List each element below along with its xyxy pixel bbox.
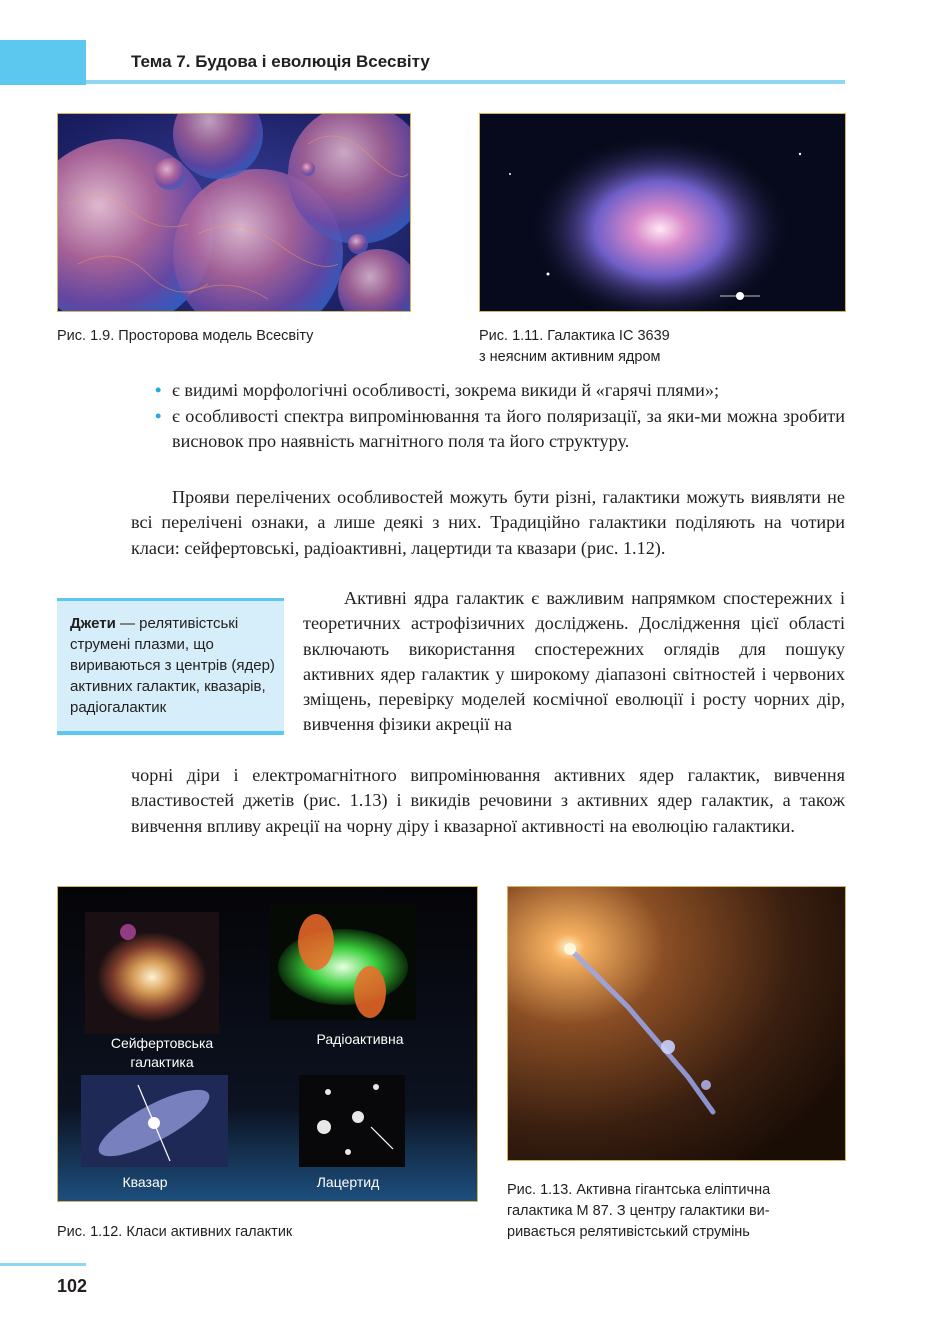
- figure-1-13-caption-line1: Рис. 1.13. Активна гігантська еліптична: [507, 1182, 771, 1198]
- figure-1-9-caption: Рис. 1.9. Просторова модель Всесвіту: [57, 328, 314, 344]
- galaxy-ic3639-image: [480, 114, 845, 311]
- quasar-label: Квазар: [122, 1174, 168, 1190]
- bullet-dot-icon: •: [155, 380, 162, 400]
- m87-jet-image: [508, 887, 845, 1160]
- figure-agn-classes: [57, 886, 478, 1202]
- bullet-dot-icon: •: [155, 406, 162, 426]
- bullet-item: [155, 404, 845, 455]
- seyfert-label-line2: галактика: [130, 1054, 194, 1070]
- figure-1-12-caption: Рис. 1.12. Класи активних галактик: [57, 1224, 293, 1240]
- figure-1-13-caption-line2: галактика М 87. З центру галактики ви-: [507, 1203, 770, 1219]
- footer-rule: [0, 1263, 86, 1266]
- bullet-text: є особливості спектра випромінювання та його поляризації, за яки-ми можна зробити висновок про наявність магнітного поля та його структуру.: [172, 406, 845, 452]
- header-tab-block: [0, 40, 86, 85]
- figure-1-13-caption-line3: ривається релятивістський струмінь: [507, 1224, 750, 1240]
- figure-1-11-caption-line1: Рис. 1.11. Галактика IC 3639: [479, 328, 670, 344]
- paragraph-galaxy-classes: Прояви перелічених особливостей можуть бути різні, галактики можуть виявляти не всі перелічені ознаки, а лише деякі з них. Традиційно галактики поділяють на чотири класи: сейфертовські, радіоактивні, лацертиди та квазари (рис. 1.12).: [131, 487, 845, 558]
- paragraph-agn-research-narrow: Активні ядра галактик є важливим напрямком спостережних і теоретичних астрофізичних досліджень. Дослідження цієї області включають використання спостережних оглядів для пошуку активних ядер галактик у широкому діапазоні світностей і червоних зміщень, перевірку моделей космічної еволюції і росту чорних дір, вивчення фізики акреції на: [303, 588, 845, 735]
- figure-universe-model: [57, 113, 411, 312]
- lacertid-label: Лацертид: [316, 1174, 380, 1190]
- definition-note-box: [57, 598, 284, 735]
- page-header-title: Тема 7. Будова і еволюція Всесвіту: [131, 52, 430, 71]
- page-number: 102: [57, 1276, 88, 1296]
- figure-m87-galaxy: [507, 886, 846, 1161]
- definition-note-text: [70, 613, 275, 718]
- figure-galaxy-ic3639: [479, 113, 846, 312]
- lacertid-image: [299, 1075, 405, 1167]
- note-definition: — релятивістські струмені плазми, що вириваються з центрів (ядер) активних галактик, квазарів, радіогалактик: [70, 615, 275, 716]
- universe-bubbles-image: [58, 114, 410, 311]
- radio-label: Радіоактивна: [316, 1031, 404, 1047]
- paragraph-agn-research-wide: чорні діри і електромагнітного випромінювання активних ядер галактик, вивчення властивостей джетів (рис. 1.13) і викидів речовини з активних ядер галактик, а також вивчення впливу акреції на чорну діру і квазарної активності на еволюцію галактики.: [131, 765, 845, 836]
- bullet-text: є видимі морфологічні особливості, зокрема викиди й «гарячі плями»;: [172, 380, 720, 400]
- seyfert-label-line1: Сейфертовська: [110, 1035, 214, 1051]
- note-term: Джети: [70, 615, 116, 632]
- header-rule: [86, 80, 845, 84]
- bullet-item: [155, 378, 845, 403]
- figure-1-11-caption-line2: з неясним активним ядром: [479, 349, 661, 365]
